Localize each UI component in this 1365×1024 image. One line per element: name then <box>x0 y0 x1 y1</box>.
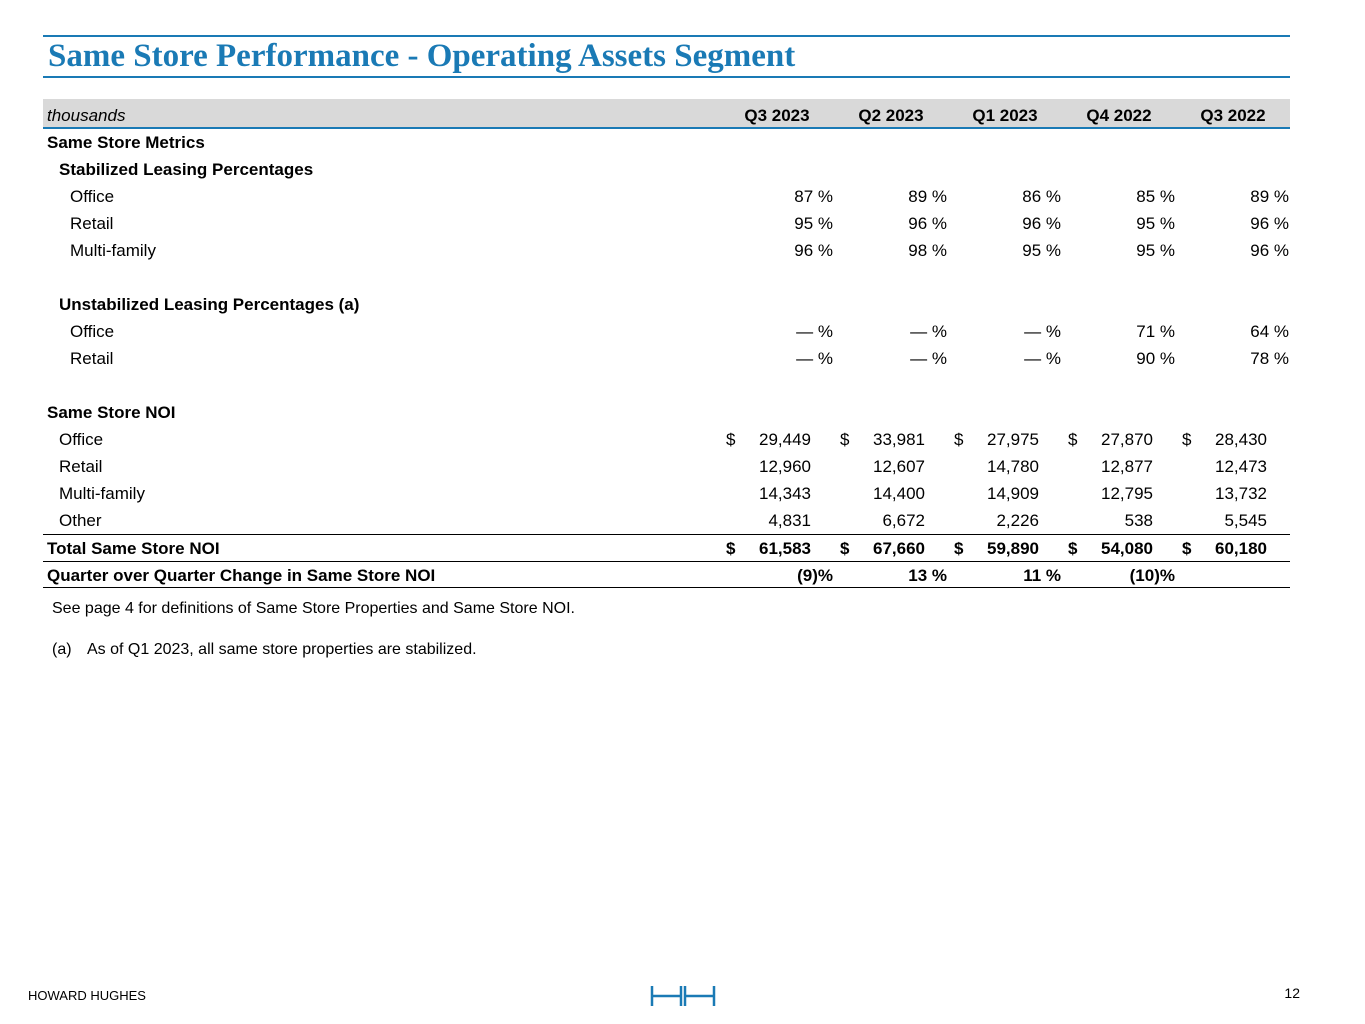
currency-symbol: $ <box>954 430 964 449</box>
value-cell: — % <box>796 322 833 341</box>
value-cell: 27,975 <box>987 430 1039 449</box>
footer-company: HOWARD HUGHES <box>28 988 146 1003</box>
footnote-marker: (a) <box>52 641 72 658</box>
hh-logo-icon <box>650 985 716 1007</box>
row-label: Office <box>70 187 115 206</box>
value-cell: 87 % <box>794 187 833 206</box>
value-cell: 29,449 <box>759 430 811 449</box>
value-cell: 98 % <box>908 241 947 260</box>
value-cell: 12,960 <box>759 457 811 476</box>
row-label: Total Same Store NOI <box>47 539 220 558</box>
value-cell: 12,473 <box>1215 457 1267 476</box>
column-header-q3-2023: Q3 2023 <box>744 106 810 125</box>
value-cell: 96 % <box>1022 214 1061 233</box>
value-cell: 96 % <box>908 214 947 233</box>
currency-symbol: $ <box>1068 430 1078 449</box>
section-label: Same Store NOI <box>47 403 176 422</box>
value-cell: 13,732 <box>1215 484 1267 503</box>
value-cell: (9)% <box>797 566 833 585</box>
currency-symbol: $ <box>726 539 736 558</box>
currency-symbol: $ <box>840 430 850 449</box>
value-cell: 96 % <box>1250 214 1289 233</box>
value-cell: 95 % <box>1136 241 1175 260</box>
subsection-heading-stabilized <box>43 156 1290 183</box>
value-cell: 27,870 <box>1101 430 1153 449</box>
table-row-stabilized-office <box>43 183 1290 210</box>
value-cell: 96 % <box>1250 241 1289 260</box>
row-label: Retail <box>70 349 114 368</box>
page-title: Same Store Performance - Operating Assets Segment <box>48 38 796 74</box>
value-cell: 54,080 <box>1101 539 1153 558</box>
value-cell: 61,583 <box>759 539 811 558</box>
value-cell: 85 % <box>1136 187 1175 206</box>
subsection-heading-unstabilized <box>43 291 1290 318</box>
value-cell: 2,226 <box>996 511 1039 530</box>
section-label: Same Store Metrics <box>47 133 205 152</box>
section-heading-metrics <box>43 129 1290 156</box>
spacer <box>43 264 1290 291</box>
table-header-row <box>43 99 1290 129</box>
row-label: Office <box>59 430 104 449</box>
page-number: 12 <box>1284 985 1300 1001</box>
value-cell: 95 % <box>1136 214 1175 233</box>
value-cell: 86 % <box>1022 187 1061 206</box>
table-row-noi-other <box>43 507 1290 534</box>
row-label: Other <box>59 511 102 530</box>
currency-symbol: $ <box>726 430 736 449</box>
value-cell: 538 <box>1124 511 1153 530</box>
column-header-q3-2022: Q3 2022 <box>1200 106 1266 125</box>
value-cell: — % <box>796 349 833 368</box>
table-row-unstabilized-office <box>43 318 1290 345</box>
table-row-stabilized-multi-family <box>43 237 1290 264</box>
value-cell: — % <box>910 349 947 368</box>
row-label: Retail <box>70 214 114 233</box>
column-header-q1-2023: Q1 2023 <box>972 106 1038 125</box>
value-cell: 4,831 <box>768 511 811 530</box>
value-cell: — % <box>1024 322 1061 341</box>
table-row-unstabilized-retail <box>43 345 1290 372</box>
row-label: Multi-family <box>59 484 145 503</box>
value-cell: 6,672 <box>882 511 925 530</box>
value-cell: 89 % <box>908 187 947 206</box>
value-cell: 59,890 <box>987 539 1039 558</box>
value-cell: 12,795 <box>1101 484 1153 503</box>
total-row <box>43 534 1290 561</box>
column-header-q2-2023: Q2 2023 <box>858 106 924 125</box>
value-cell: — % <box>1024 349 1061 368</box>
row-label: Quarter over Quarter Change in Same Store NOI <box>47 566 436 585</box>
row-label: Multi-family <box>70 241 156 260</box>
currency-symbol: $ <box>954 539 964 558</box>
table-row-stabilized-retail <box>43 210 1290 237</box>
definitions-note: See page 4 for definitions of Same Store Properties and Same Store NOI. <box>52 600 575 617</box>
value-cell: 5,545 <box>1224 511 1267 530</box>
value-cell: 14,780 <box>987 457 1039 476</box>
footnote-text: As of Q1 2023, all same store properties are stabilized. <box>87 641 477 658</box>
subsection-label: Unstabilized Leasing Percentages (a) <box>59 295 360 314</box>
value-cell: 11 % <box>1023 566 1061 585</box>
value-cell: 14,343 <box>759 484 811 503</box>
value-cell: 28,430 <box>1215 430 1267 449</box>
value-cell: — % <box>910 322 947 341</box>
value-cell: 90 % <box>1136 349 1175 368</box>
value-cell: 12,877 <box>1101 457 1153 476</box>
change-row <box>43 561 1290 588</box>
value-cell: (10)% <box>1129 566 1175 585</box>
title-bar <box>43 35 1290 78</box>
row-label: Office <box>70 322 115 341</box>
currency-symbol: $ <box>1068 539 1078 558</box>
value-cell: 14,909 <box>987 484 1039 503</box>
value-cell: 67,660 <box>873 539 925 558</box>
value-cell: 96 % <box>794 241 833 260</box>
column-header-q4-2022: Q4 2022 <box>1086 106 1152 125</box>
value-cell: 71 % <box>1136 322 1175 341</box>
table-row-noi-office <box>43 426 1290 453</box>
value-cell: 89 % <box>1250 187 1289 206</box>
value-cell: 64 % <box>1250 322 1289 341</box>
value-cell: 60,180 <box>1215 539 1267 558</box>
value-cell: 14,400 <box>873 484 925 503</box>
subsection-label: Stabilized Leasing Percentages <box>59 160 314 179</box>
table-row-noi-retail <box>43 453 1290 480</box>
spacer <box>43 372 1290 399</box>
currency-symbol: $ <box>1182 430 1192 449</box>
same-store-table <box>43 99 1290 588</box>
unit-label: thousands <box>47 106 126 125</box>
currency-symbol: $ <box>1182 539 1192 558</box>
value-cell: 78 % <box>1250 349 1289 368</box>
row-label: Retail <box>59 457 103 476</box>
value-cell: 95 % <box>1022 241 1061 260</box>
table-row-noi-multi-family <box>43 480 1290 507</box>
value-cell: 12,607 <box>873 457 925 476</box>
value-cell: 95 % <box>794 214 833 233</box>
currency-symbol: $ <box>840 539 850 558</box>
value-cell: 33,981 <box>873 430 925 449</box>
value-cell: 13 % <box>908 566 947 585</box>
section-heading-noi <box>43 399 1290 426</box>
